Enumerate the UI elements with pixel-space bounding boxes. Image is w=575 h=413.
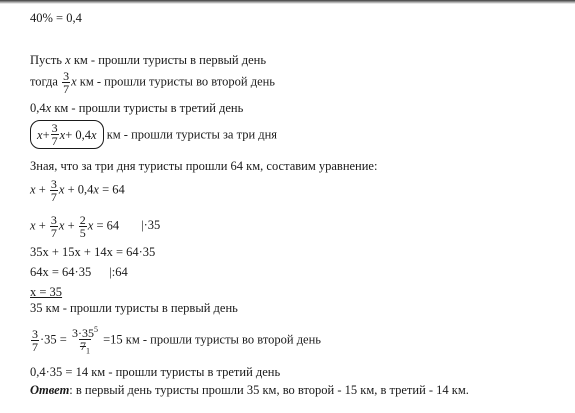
divide-note: |:64 <box>109 265 128 279</box>
day2-line <box>30 70 275 95</box>
denominator: 7 <box>50 190 57 204</box>
var-x: x <box>93 182 99 197</box>
denominator: 7 <box>51 134 58 148</box>
total-line <box>30 120 277 149</box>
text: + <box>64 218 78 233</box>
fraction <box>51 122 59 147</box>
text: + 0,4 <box>64 182 94 197</box>
top-edge-shadow <box>0 0 575 4</box>
var-x: x <box>45 101 52 115</box>
text: =15 км - прошли туристы во второй день <box>99 332 321 347</box>
reduction-mark: 5 <box>93 325 98 334</box>
fraction <box>50 214 58 239</box>
equation-line-3 <box>30 244 155 260</box>
equation-line-4 <box>30 264 128 280</box>
var-x: x <box>37 127 43 142</box>
numerator: 3 <box>32 327 38 342</box>
var-x: x <box>58 182 65 197</box>
numerator-text: 3·35 <box>71 326 94 340</box>
day2-result-line <box>30 324 321 357</box>
denominator-text: 7 <box>79 339 86 353</box>
text: + <box>35 218 49 233</box>
fraction <box>79 214 87 239</box>
answer-text: : в первый день туристы прошли 35 км, во второй - 15 км, в третий - 14 км. <box>69 383 469 397</box>
text: 35x + 15x + 14x = 64·35 <box>30 245 156 259</box>
text: + <box>35 182 49 197</box>
text: Зная, что за три дня туристы прошли 64 км, составим уравнение: <box>30 159 378 173</box>
text: 64x = 64·35 <box>30 265 92 279</box>
text: 35 км - прошли туристы в первый день <box>30 301 238 315</box>
var-x: x <box>65 53 71 67</box>
text: км - прошли туристы во второй день <box>76 74 276 89</box>
text: км - прошли туристы в первый день <box>70 53 267 67</box>
denominator: 7 <box>63 82 70 96</box>
var-x: x <box>59 127 66 142</box>
solution-line <box>30 284 62 300</box>
text: = 64 <box>98 182 125 197</box>
reduction-mark: 1 <box>85 346 90 356</box>
fraction <box>50 178 58 203</box>
var-x: x <box>87 218 94 233</box>
denominator <box>79 339 91 357</box>
var-x: x <box>71 74 77 89</box>
answer-label: Ответ <box>30 383 70 397</box>
text: 0,4·35 = 14 км - прошли туристы в третий день <box>30 365 281 379</box>
day1-result-line <box>30 300 238 316</box>
text: + 0,4 <box>65 127 91 142</box>
text: ·35 = <box>40 332 70 347</box>
known-total-line <box>30 158 377 174</box>
numerator: 3 <box>50 213 57 227</box>
day3-line <box>30 100 243 116</box>
parenthesized-expression <box>30 120 104 149</box>
text: км - прошли туристы в третий день <box>51 101 244 115</box>
multiply-note: |·35 <box>141 218 161 233</box>
numerator: 3 <box>63 69 70 83</box>
denominator: 7 <box>50 226 57 240</box>
fraction <box>31 328 39 353</box>
var-x: x <box>91 127 97 142</box>
text: 0,4 <box>30 101 46 115</box>
numerator <box>71 324 99 339</box>
text: Пусть <box>30 53 66 67</box>
text: тогда <box>30 74 62 89</box>
denominator: 5 <box>79 226 86 240</box>
equation-line-1 <box>30 178 125 203</box>
fraction <box>71 324 99 357</box>
numerator: 3 <box>51 121 58 135</box>
text: = 64 <box>93 218 120 233</box>
var-x: x <box>58 218 65 233</box>
var-x: x <box>30 182 36 197</box>
denominator: 7 <box>32 340 38 355</box>
text: + <box>42 127 50 142</box>
day1-line <box>30 52 266 68</box>
text: км - прошли туристы за три дня <box>103 127 278 142</box>
text: x = 35 <box>30 285 63 299</box>
percent-line <box>30 10 82 26</box>
numerator: 3 <box>50 177 57 191</box>
equation-line-2 <box>30 214 160 239</box>
day3-result-line <box>30 364 280 380</box>
percent-text: 40% = 0,4 <box>30 11 82 25</box>
answer-line <box>30 382 469 398</box>
fraction <box>62 70 70 95</box>
var-x: x <box>30 218 36 233</box>
numerator: 2 <box>79 213 86 227</box>
